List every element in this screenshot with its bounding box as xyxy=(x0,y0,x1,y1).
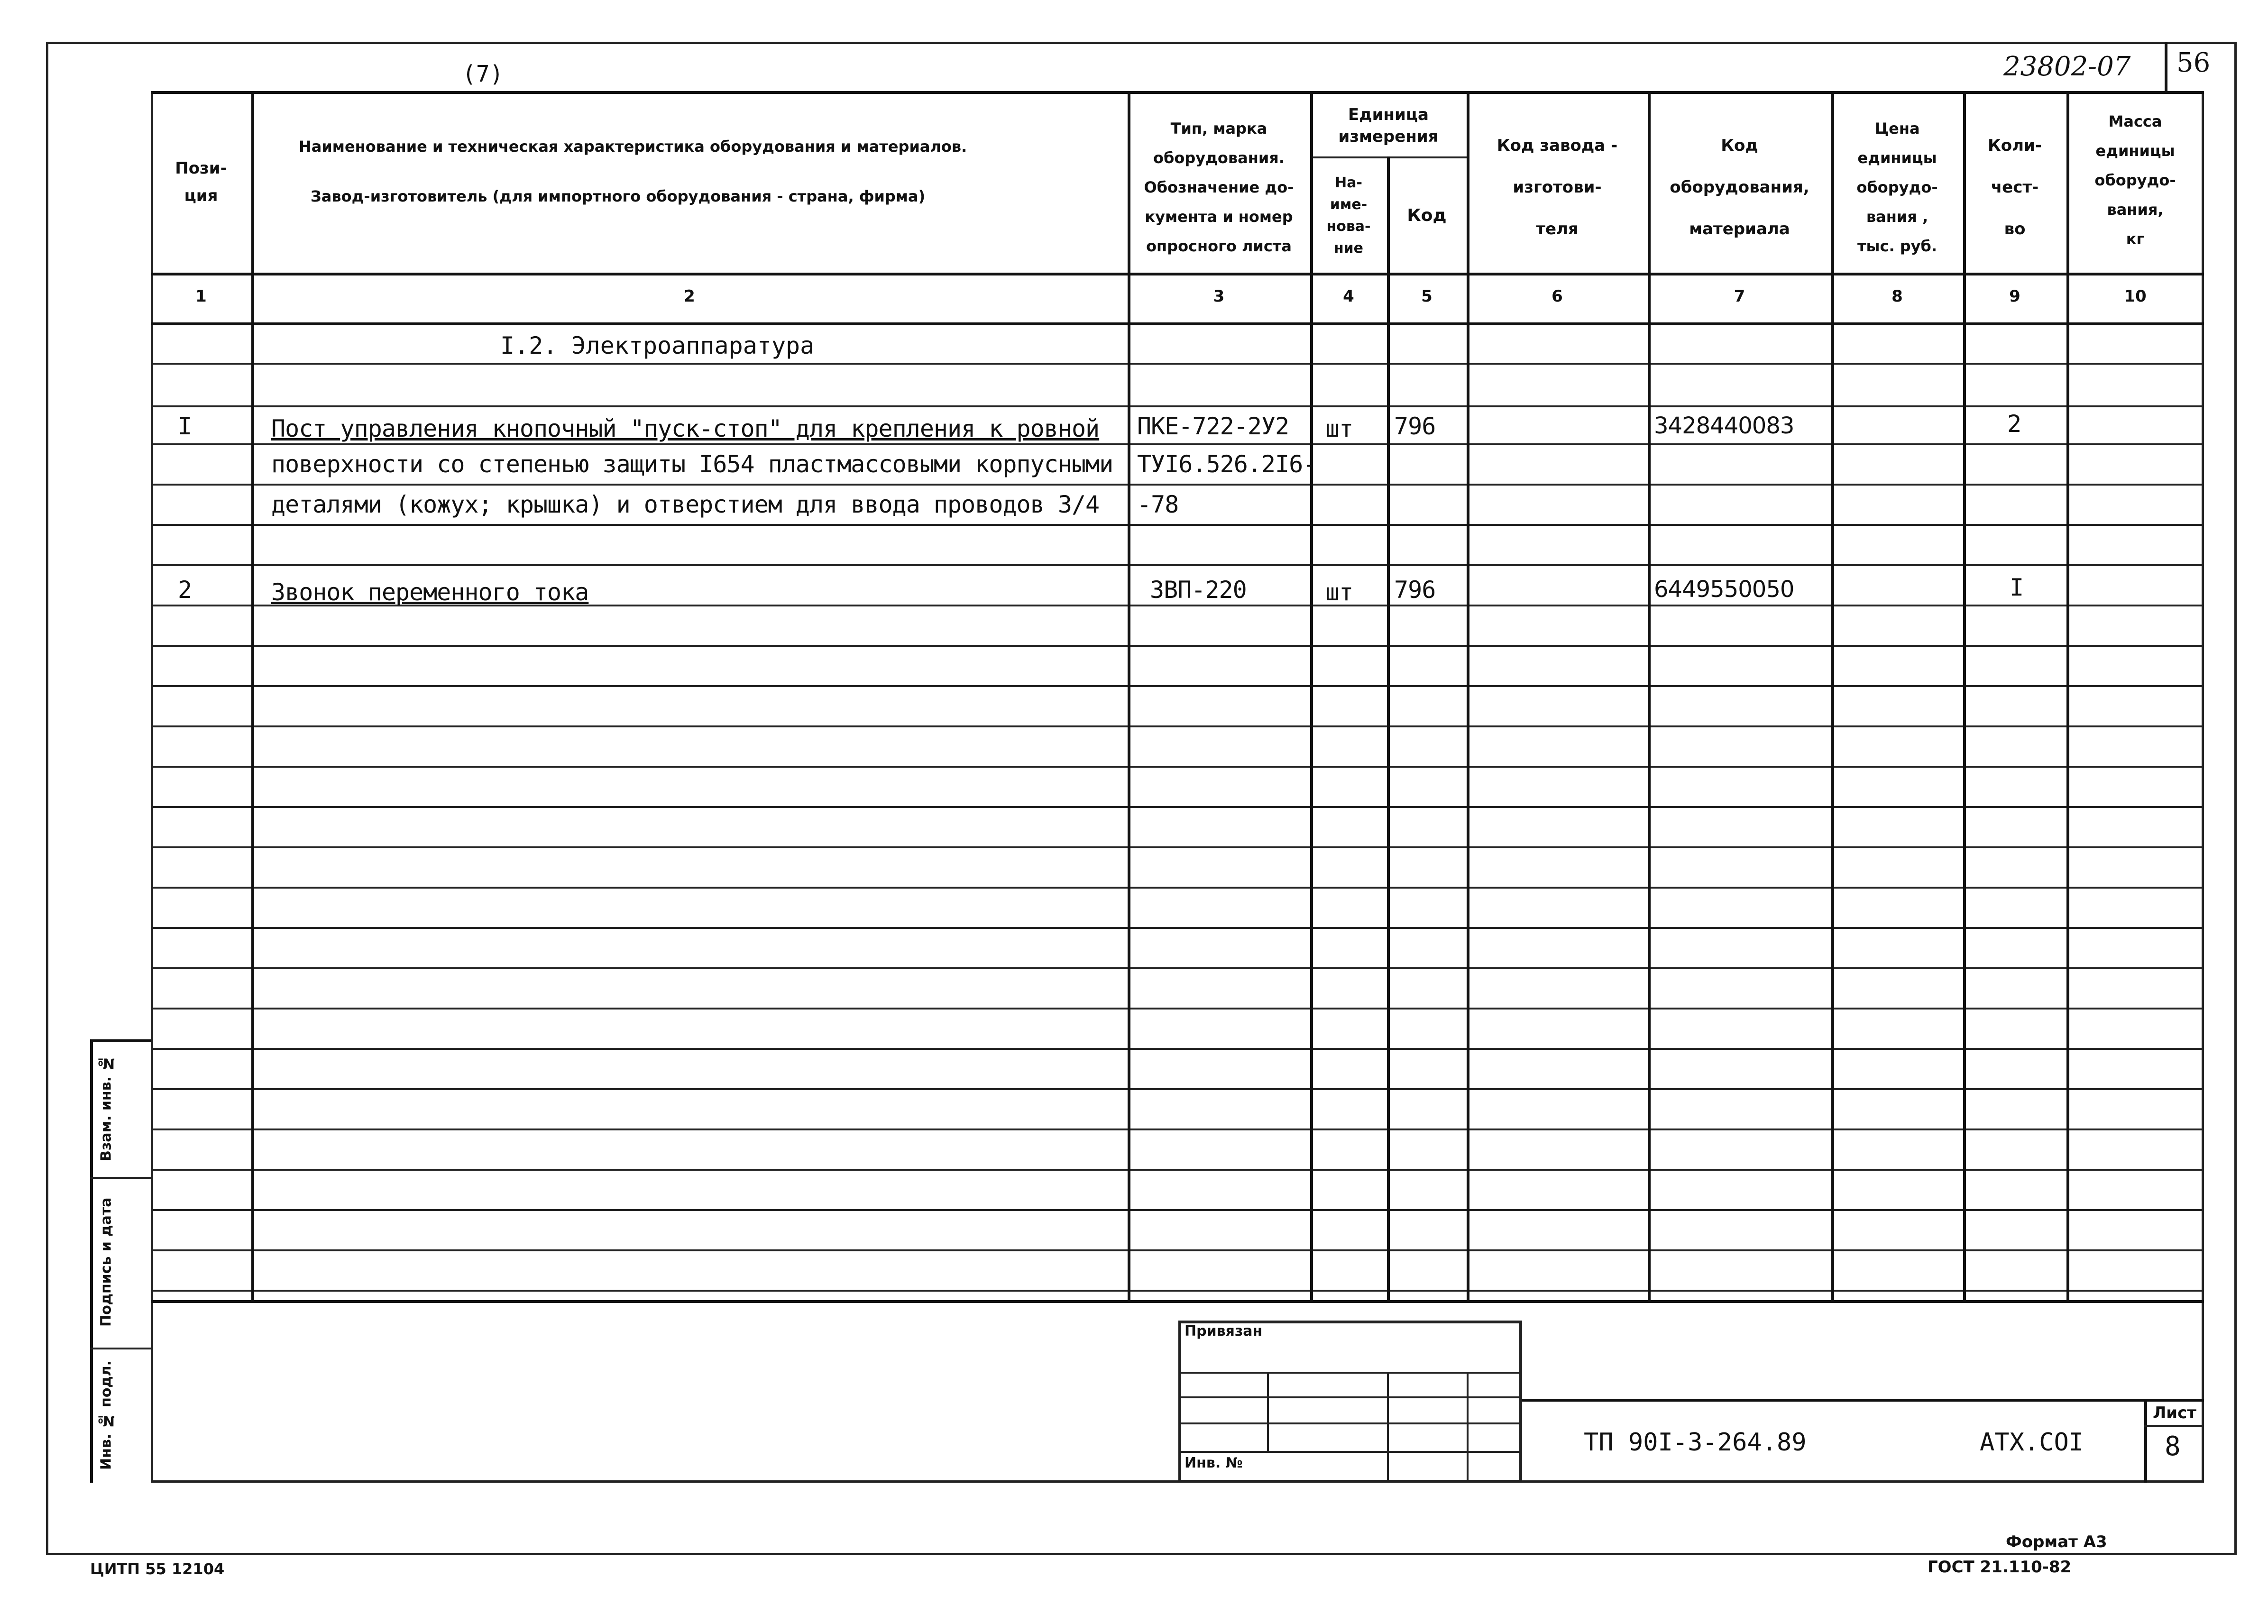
item-1-name-line3: деталями (кожух; крышка) и отверстием для ввода проводов 3/4 xyxy=(271,491,1100,518)
row-separator xyxy=(151,1290,2204,1292)
item-1-type-line3: -78 xyxy=(1137,491,1179,518)
col-line-6 xyxy=(1648,91,1651,1300)
header-unit-group: Единица измерения xyxy=(1338,105,1439,146)
format-label: Формат А3 xyxy=(2006,1532,2107,1551)
page-number: 56 xyxy=(2176,47,2211,78)
row-separator xyxy=(151,1249,2204,1251)
row-separator xyxy=(151,887,2204,889)
column-number-8: 8 xyxy=(1892,287,1903,306)
privyazan-label: Привязан xyxy=(1185,1323,1263,1340)
header-type: Тип, марка оборудования. Обозначение до- кумента и номер опросного листа xyxy=(1144,119,1294,255)
row-separator xyxy=(151,806,2204,808)
section-title: I.2. Электроаппаратура xyxy=(500,332,815,359)
side-stamp-inv-podl: Инв. № подл. xyxy=(98,1360,115,1470)
header-bottom-line xyxy=(151,273,2204,275)
title-block-top xyxy=(1522,1399,2204,1402)
row-separator xyxy=(151,484,2204,486)
row-separator xyxy=(151,1169,2204,1171)
table-bottom-line xyxy=(151,1300,2204,1303)
col-line-8 xyxy=(1963,91,1966,1300)
item-2-unit-code: 796 xyxy=(1394,576,1436,604)
row-separator xyxy=(151,725,2204,727)
col-line-5 xyxy=(1467,91,1469,1300)
gost-label: ГОСТ 21.110-82 xyxy=(1928,1558,2072,1577)
row-separator xyxy=(151,645,2204,647)
header-equipment-code: Код оборудования, материала xyxy=(1670,136,1809,239)
col-line-9 xyxy=(2066,91,2069,1300)
item-2-position: 2 xyxy=(178,576,193,604)
page-number-divider xyxy=(2165,42,2167,91)
col-line-1 xyxy=(251,91,254,1300)
privyazan-line1 xyxy=(1178,1372,1522,1374)
row-separator xyxy=(151,685,2204,687)
header-unit-code: Код xyxy=(1407,206,1447,225)
side-stamp-vzam-inv: Взам. инв. № xyxy=(98,1055,115,1162)
column-number-4: 4 xyxy=(1343,287,1354,306)
item-1-equipment-code: 3428440083 xyxy=(1654,413,1794,439)
privyazan-line4 xyxy=(1178,1451,1522,1453)
list-box-sep xyxy=(2144,1425,2204,1427)
inv-no-label: Инв. № xyxy=(1185,1455,1243,1471)
row-separator xyxy=(151,564,2204,566)
header-factory-code: Код завода - изготови- теля xyxy=(1497,136,1618,239)
header-position: Пози- ция xyxy=(175,158,227,205)
item-2-equipment-code: 6449550050 xyxy=(1654,576,1794,603)
item-1-quantity: 2 xyxy=(2007,410,2021,438)
col-line-7 xyxy=(1831,91,1834,1300)
item-1-unit-code: 796 xyxy=(1394,413,1436,440)
list-label: Лист xyxy=(2153,1404,2196,1422)
header-price: Цена единицы оборудо- вания , тыс. руб. xyxy=(1856,119,1938,255)
row-separator xyxy=(151,967,2204,969)
item-2-name-line1: Звонок переменного тока xyxy=(271,578,589,606)
row-separator xyxy=(151,927,2204,929)
printer-mark: ЦИТП 55 12104 xyxy=(90,1560,225,1578)
item-2-unit-name: шт xyxy=(1325,578,1353,606)
column-number-5: 5 xyxy=(1421,287,1432,306)
side-stamp-podpis-data: Подпись и дата xyxy=(98,1197,115,1327)
column-number-9: 9 xyxy=(2009,287,2020,306)
row-separator xyxy=(151,1048,2204,1050)
item-1-name-line2: поверхности со степенью защиты I654 пластмассовыми корпусными xyxy=(271,450,1113,478)
header-name-line1: Наименование и техническая характеристика оборудования и материалов. xyxy=(299,138,967,156)
header-name-line2: Завод-изготовитель (для импортного оборудования - страна, фирма) xyxy=(311,187,926,205)
item-2-quantity: I xyxy=(2010,574,2024,601)
col-line-4 xyxy=(1387,156,1390,1300)
column-number-6: 6 xyxy=(1552,287,1563,306)
row-separator xyxy=(151,524,2204,526)
privyazan-line2 xyxy=(1178,1396,1522,1398)
colnum-bottom-line xyxy=(151,322,2204,325)
privyazan-vline2 xyxy=(1387,1372,1389,1483)
privyazan-line3 xyxy=(1178,1422,1522,1424)
row-separator xyxy=(151,766,2204,768)
item-1-name-line1: Пост управления кнопочный "пуск-стоп" для крепления к ровной xyxy=(271,415,1100,442)
column-number-3: 3 xyxy=(1213,287,1225,306)
row-separator xyxy=(151,405,2204,407)
privyazan-vline3 xyxy=(1467,1372,1469,1483)
page-marker: (7) xyxy=(462,61,504,87)
column-number-7: 7 xyxy=(1734,287,1745,306)
header-quantity: Коли- чест- во xyxy=(1988,136,2042,239)
item-1-unit-name: шт xyxy=(1325,415,1353,442)
table-top-line xyxy=(151,91,2204,94)
list-number: 8 xyxy=(2165,1431,2181,1462)
column-number-2: 2 xyxy=(684,287,695,306)
list-box-left xyxy=(2144,1399,2147,1483)
item-1-type-line2: ТУI6.526.2I6- xyxy=(1137,450,1317,478)
row-separator xyxy=(151,443,2204,445)
row-separator xyxy=(151,1088,2204,1090)
column-number-1: 1 xyxy=(195,287,207,306)
document-code: ТП 90I-3-264.89 xyxy=(1584,1428,1807,1457)
item-1-position: I xyxy=(178,413,193,440)
item-1-type-line1: ПКЕ-722-2У2 xyxy=(1137,413,1289,440)
header-unit-name: На- име- нова- ние xyxy=(1326,174,1371,257)
row-separator xyxy=(151,1129,2204,1130)
privyazan-vline1 xyxy=(1267,1372,1269,1451)
handwritten-code: 23802-07 xyxy=(2003,51,2131,82)
row-separator xyxy=(151,1008,2204,1009)
col-line-2 xyxy=(1128,91,1130,1300)
item-2-type-line1: ЗВП-220 xyxy=(1150,576,1247,604)
column-number-10: 10 xyxy=(2124,287,2147,306)
row-separator xyxy=(151,363,2204,365)
header-mass: Масса единицы оборудо- вания, кг xyxy=(2094,112,2176,248)
row-separator xyxy=(151,1209,2204,1211)
document-mark: АТХ.COI xyxy=(1980,1428,2084,1457)
row-separator xyxy=(151,846,2204,848)
